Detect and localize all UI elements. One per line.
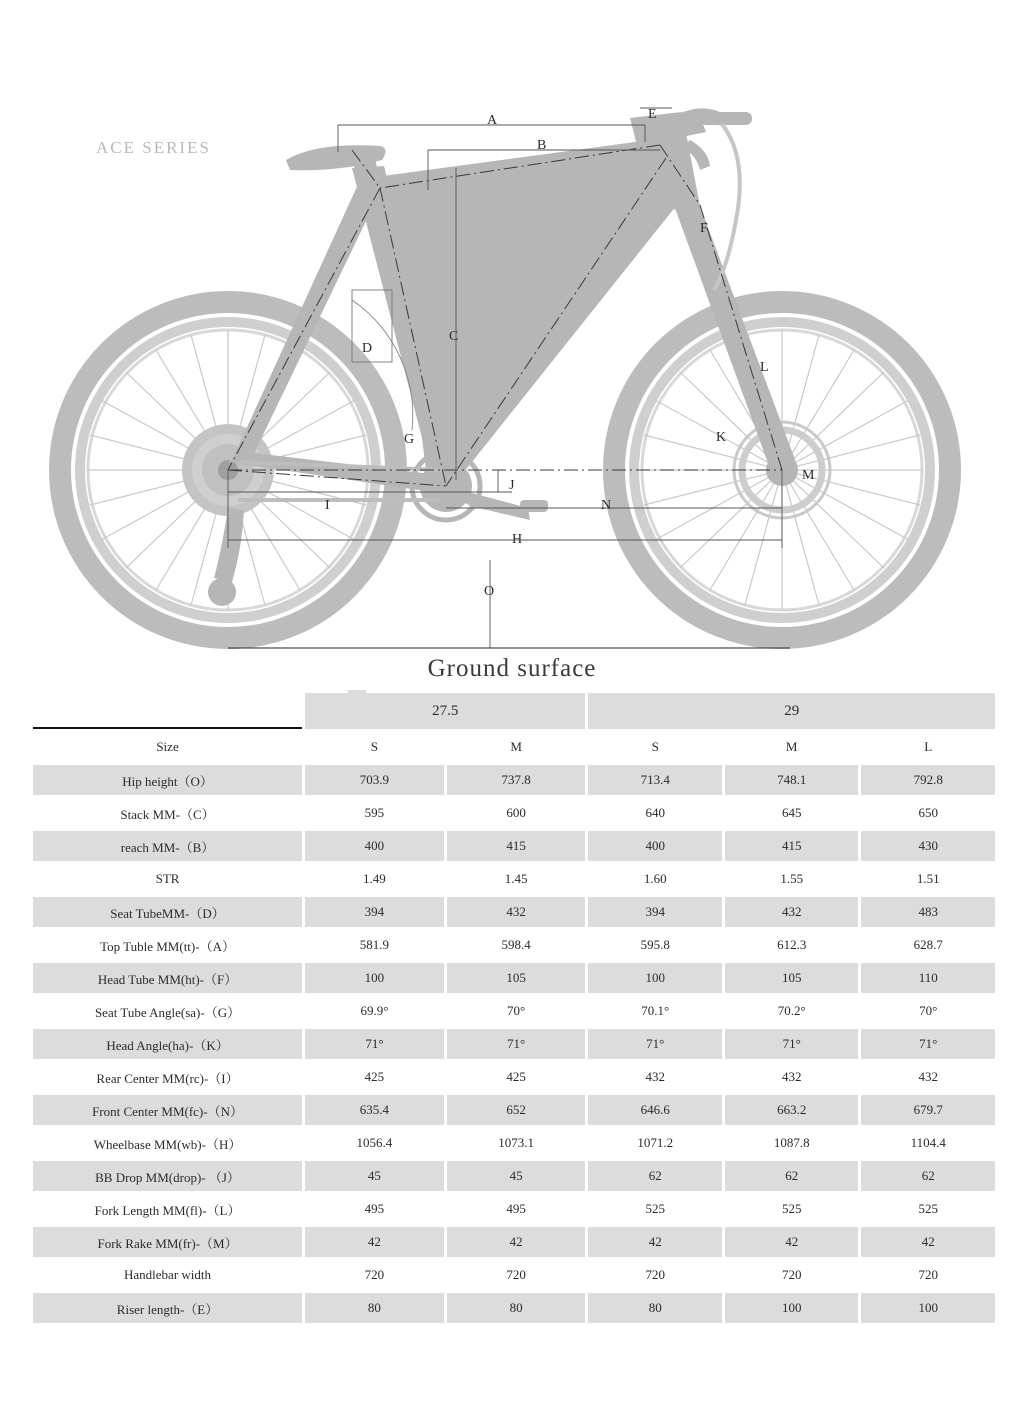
table-row (33, 1260, 995, 1290)
spec-value: 80 (588, 1293, 721, 1323)
bike-illustration (0, 0, 1024, 690)
table-corner-tick (348, 690, 366, 700)
spec-value: 720 (588, 1260, 721, 1290)
table-row (33, 1095, 995, 1125)
spec-label: BB Drop MM(drop)- （J） (33, 1161, 302, 1191)
spec-value: 70.2° (725, 996, 858, 1026)
callout-E: E (648, 107, 657, 122)
spec-value: 62 (588, 1161, 721, 1191)
size-column-header: S (305, 732, 444, 762)
spec-value: 80 (305, 1293, 444, 1323)
size-row-label: Size (33, 732, 302, 762)
spec-label: Wheelbase MM(wb)-（H） (33, 1128, 302, 1158)
table-row (33, 1062, 995, 1092)
spec-value: 110 (861, 963, 995, 993)
size-column-header: L (861, 732, 995, 762)
geometry-spec-table (0, 690, 1024, 1326)
wheel-size-group-header: 27.5 (305, 693, 585, 729)
spec-value: 495 (447, 1194, 586, 1224)
spec-value: 581.9 (305, 930, 444, 960)
spec-value: 640 (588, 798, 721, 828)
spec-value: 600 (447, 798, 586, 828)
spec-label: Rear Center MM(rc)-（I） (33, 1062, 302, 1092)
spec-label: Head Tube MM(ht)-（F） (33, 963, 302, 993)
spec-value: 400 (305, 831, 444, 861)
spec-value: 42 (447, 1227, 586, 1257)
spec-value: 525 (725, 1194, 858, 1224)
spec-value: 1.51 (861, 864, 995, 894)
spec-value: 70.1° (588, 996, 721, 1026)
callout-H: H (512, 532, 523, 547)
table-row (33, 765, 995, 795)
spec-label: Fork Length MM(fl)-（L） (33, 1194, 302, 1224)
spec-value: 105 (725, 963, 858, 993)
spec-label: Handlebar width (33, 1260, 302, 1290)
callout-K: K (716, 430, 727, 445)
spec-value: 432 (725, 897, 858, 927)
table-row (33, 864, 995, 894)
spec-value: 525 (861, 1194, 995, 1224)
table-row (33, 1293, 995, 1323)
spec-value: 1087.8 (725, 1128, 858, 1158)
spec-value: 425 (447, 1062, 586, 1092)
size-column-header: M (725, 732, 858, 762)
spec-value: 628.7 (861, 930, 995, 960)
spec-label: Head Angle(ha)-（K） (33, 1029, 302, 1059)
table-row (33, 1227, 995, 1257)
spec-value: 105 (447, 963, 586, 993)
spec-value: 71° (725, 1029, 858, 1059)
spec-value: 42 (305, 1227, 444, 1257)
spec-value: 42 (725, 1227, 858, 1257)
spec-value: 703.9 (305, 765, 444, 795)
table-row (33, 1029, 995, 1059)
spec-value: 720 (725, 1260, 858, 1290)
callout-D: D (362, 341, 373, 356)
spec-value: 646.6 (588, 1095, 721, 1125)
spec-value: 62 (861, 1161, 995, 1191)
spec-value: 1071.2 (588, 1128, 721, 1158)
spec-value: 1.55 (725, 864, 858, 894)
spec-value: 415 (447, 831, 586, 861)
spec-value: 612.3 (725, 930, 858, 960)
spec-value: 42 (588, 1227, 721, 1257)
spec-value: 748.1 (725, 765, 858, 795)
spec-value: 400 (588, 831, 721, 861)
spec-value: 645 (725, 798, 858, 828)
spec-value: 100 (588, 963, 721, 993)
spec-value: 652 (447, 1095, 586, 1125)
spec-value: 525 (588, 1194, 721, 1224)
spec-value: 663.2 (725, 1095, 858, 1125)
table-row (33, 930, 995, 960)
callout-O: O (484, 584, 495, 599)
spec-value: 71° (447, 1029, 586, 1059)
table-row (33, 831, 995, 861)
spec-value: 80 (447, 1293, 586, 1323)
spec-value: 720 (305, 1260, 444, 1290)
frame-silhouette (208, 108, 796, 606)
spec-label: Hip height（O） (33, 765, 302, 795)
spec-value: 62 (725, 1161, 858, 1191)
table-row (33, 897, 995, 927)
spec-value: 1056.4 (305, 1128, 444, 1158)
spec-value: 737.8 (447, 765, 586, 795)
table-row (33, 963, 995, 993)
spec-value: 415 (725, 831, 858, 861)
spec-value: 1073.1 (447, 1128, 586, 1158)
table-row (33, 996, 995, 1026)
spec-value: 495 (305, 1194, 444, 1224)
spec-value: 792.8 (861, 765, 995, 795)
spec-value: 483 (861, 897, 995, 927)
spec-label: Seat Tube Angle(sa)-（G） (33, 996, 302, 1026)
spec-value: 432 (725, 1062, 858, 1092)
callout-C: C (449, 329, 459, 344)
ground-surface-caption: Ground surface (427, 655, 597, 682)
spec-label: Top Tuble MM(tt)-（A） (33, 930, 302, 960)
callout-A: A (487, 113, 498, 128)
spec-value: 720 (447, 1260, 586, 1290)
spec-value: 425 (305, 1062, 444, 1092)
spec-value: 595.8 (588, 930, 721, 960)
spec-value: 100 (725, 1293, 858, 1323)
spec-value: 45 (447, 1161, 586, 1191)
wheel-size-group-header: 29 (588, 693, 995, 729)
spec-value: 100 (861, 1293, 995, 1323)
table-row (33, 1161, 995, 1191)
spec-value: 394 (305, 897, 444, 927)
spec-value: 1.60 (588, 864, 721, 894)
spec-value: 1.45 (447, 864, 586, 894)
size-column-header: M (447, 732, 586, 762)
spec-label: Seat TubeMM-（D） (33, 897, 302, 927)
spec-value: 71° (305, 1029, 444, 1059)
spec-value: 1104.4 (861, 1128, 995, 1158)
spec-value: 679.7 (861, 1095, 995, 1125)
callout-B: B (537, 138, 547, 153)
table-row (33, 1128, 995, 1158)
spec-value: 432 (861, 1062, 995, 1092)
spec-value: 70° (447, 996, 586, 1026)
table-row (33, 1194, 995, 1224)
spec-value: 598.4 (447, 930, 586, 960)
spec-value: 635.4 (305, 1095, 444, 1125)
callout-L: L (760, 360, 769, 375)
spec-value: 432 (447, 897, 586, 927)
spec-label: STR (33, 864, 302, 894)
spec-value: 71° (861, 1029, 995, 1059)
spec-value: 69.9° (305, 996, 444, 1026)
size-column-header: S (588, 732, 721, 762)
table-row (33, 798, 995, 828)
callout-M: M (802, 468, 815, 483)
brand-label: ACE SERIES (96, 138, 211, 157)
spec-value: 650 (861, 798, 995, 828)
spec-value: 394 (588, 897, 721, 927)
spec-value: 430 (861, 831, 995, 861)
callout-N: N (601, 498, 612, 513)
spec-value: 45 (305, 1161, 444, 1191)
spec-label: Stack MM-（C） (33, 798, 302, 828)
spec-value: 432 (588, 1062, 721, 1092)
spec-label: Riser length-（E） (33, 1293, 302, 1323)
callout-J: J (509, 478, 515, 493)
spec-value: 70° (861, 996, 995, 1026)
spec-value: 42 (861, 1227, 995, 1257)
spec-value: 720 (861, 1260, 995, 1290)
spec-value: 71° (588, 1029, 721, 1059)
spec-table (30, 690, 998, 1326)
spec-label: reach MM-（B） (33, 831, 302, 861)
bike-geometry-diagram (0, 0, 1024, 690)
callout-G: G (404, 432, 415, 447)
spec-value: 713.4 (588, 765, 721, 795)
spec-value: 100 (305, 963, 444, 993)
spec-value: 595 (305, 798, 444, 828)
callout-F: F (700, 221, 708, 236)
spec-label: Fork Rake MM(fr)-（M） (33, 1227, 302, 1257)
spec-label: Front Center MM(fc)-（N） (33, 1095, 302, 1125)
spec-value: 1.49 (305, 864, 444, 894)
callout-I: I (325, 498, 330, 513)
table-header-blank (33, 693, 302, 729)
